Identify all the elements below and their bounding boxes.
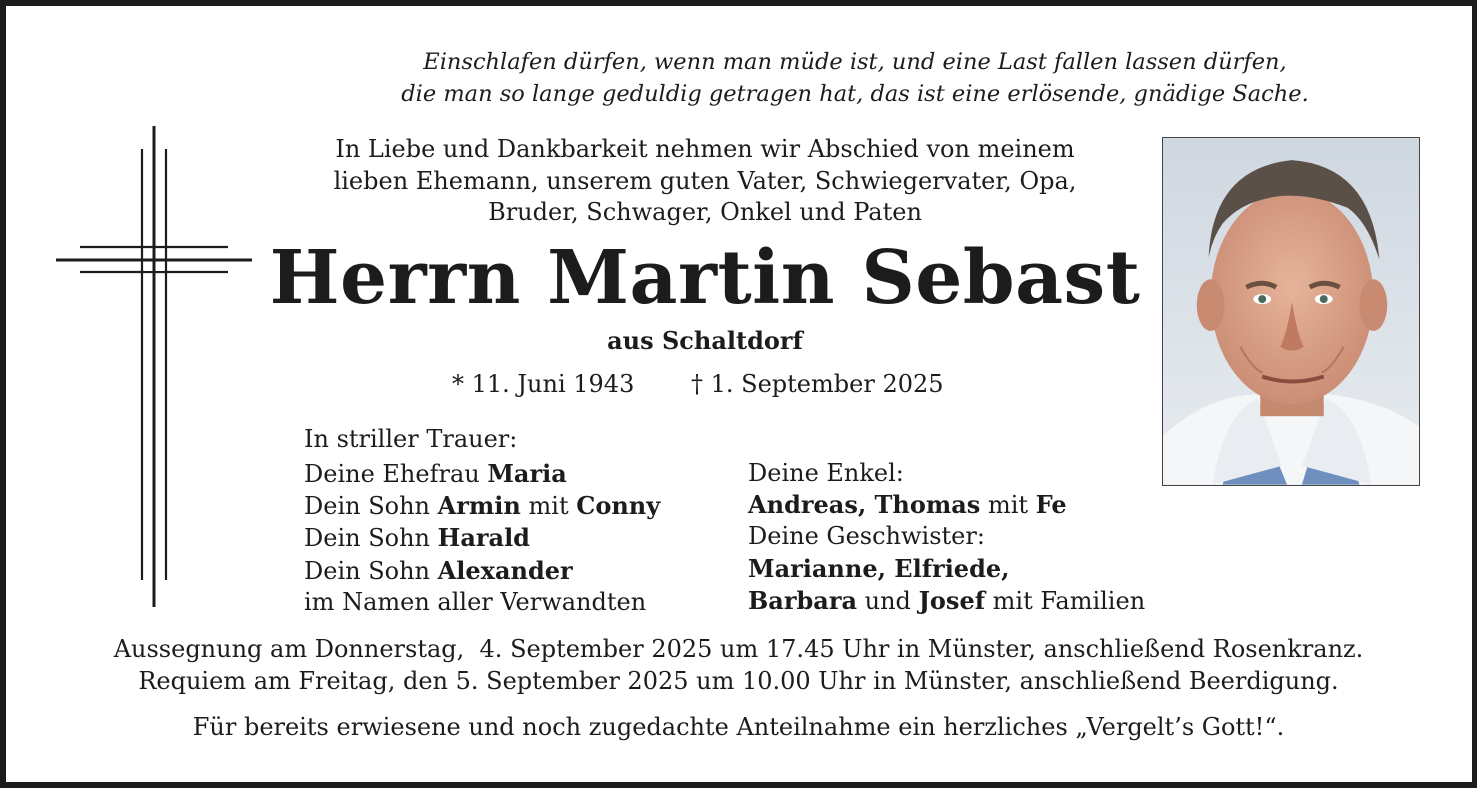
grandchildren-label: Deine Enkel: — [748, 459, 904, 487]
quote-line-1: Einschlafen dürfen, wenn man müde ist, und eine Last fallen lassen dürfen, — [423, 49, 1287, 75]
portrait-photo — [1162, 137, 1420, 486]
siblings-label: Deine Geschwister: — [748, 522, 985, 551]
intro-line-2: lieben Ehemann, unserem guten Vater, Schwiegervater, Opa, — [333, 166, 1077, 195]
intro-text — [260, 134, 1150, 229]
mourning-title: In striller Trauer: — [304, 425, 518, 453]
cross-icon — [54, 124, 254, 609]
mourner-line: Dein Sohn Alexander — [304, 555, 573, 585]
intro-line-3: Bruder, Schwager, Onkel und Paten — [488, 198, 922, 226]
grandchildren-names: Andreas, Thomas mit Fe — [748, 490, 1067, 520]
portrait-illustration — [1163, 138, 1419, 485]
mourner-line: Dein Sohn Armin mit Conny — [304, 491, 661, 521]
intro-line-1: In Liebe und Dankbarkeit nehmen wir Abschied von meinem — [335, 135, 1075, 163]
birth-date: * 11. Juni 1943 — [452, 370, 635, 398]
service-line-2: Requiem am Freitag, den 5. September 2025 um 10.00 Uhr in Münster, anschließend Beerdigung. — [138, 666, 1339, 695]
death-date: † 1. September 2025 — [691, 370, 944, 398]
siblings-names-1: Marianne, Elfriede, — [748, 553, 1010, 583]
mourners-left-column — [304, 458, 660, 618]
quote — [200, 46, 1477, 110]
mourner-line: Deine Ehefrau Maria — [304, 459, 567, 488]
deceased-name: Herrn Martin Sebast — [269, 235, 1141, 321]
mourner-line: im Namen aller Verwandten — [304, 587, 647, 616]
mourner-line: Dein Sohn Harald — [304, 523, 530, 553]
quote-line-2: die man so lange geduldig getragen hat, das ist eine erlösende, gnädige Sache. — [401, 81, 1309, 107]
deceased-origin: aus Schaltdorf — [607, 326, 803, 355]
thanks-line: Für bereits erwiesene und noch zugedachte Anteilnahme ein herzliches „Vergelt’s Gott!“. — [192, 713, 1285, 741]
service-details — [40, 634, 1437, 697]
mourners-right-column — [748, 458, 1145, 617]
siblings-names-2: Barbara und Josef mit Familien — [748, 585, 1146, 615]
service-line-1: Aussegnung am Donnerstag, 4. September 2025 um 17.45 Uhr in Münster, anschließend Rosenkranz. — [113, 635, 1364, 663]
